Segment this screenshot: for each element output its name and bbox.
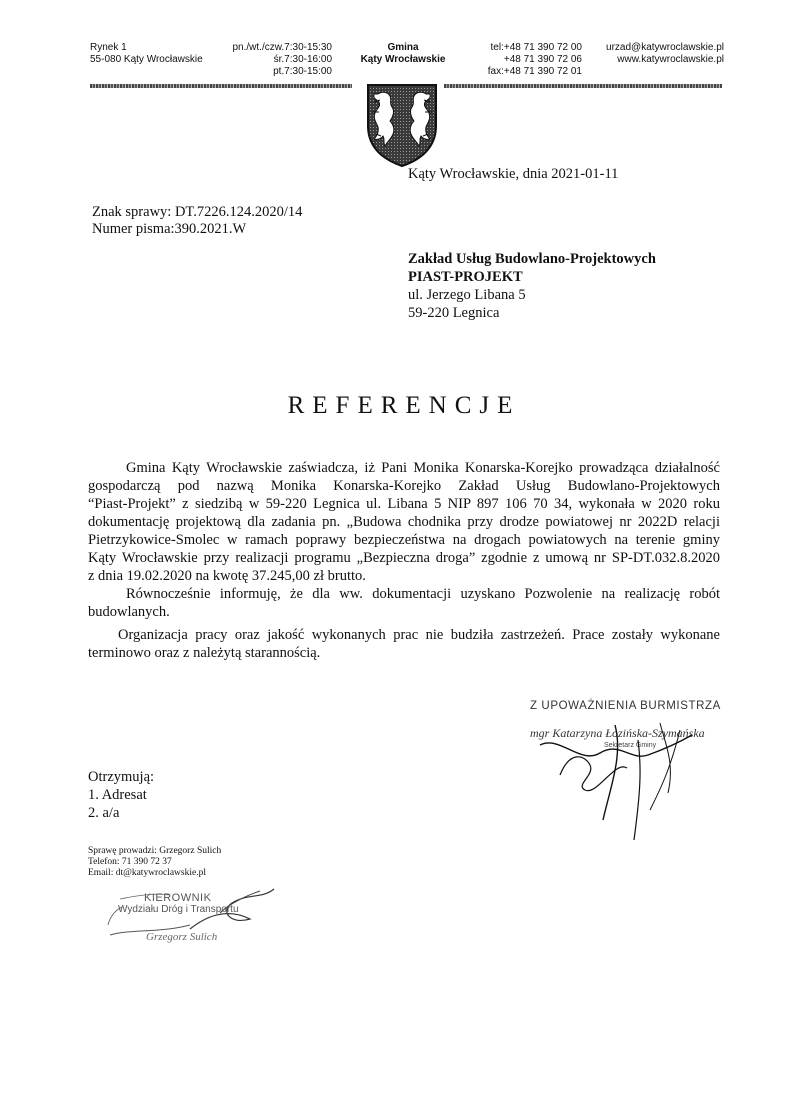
letter-number: Numer pisma:390.2021.W [92, 221, 247, 237]
body-text [88, 459, 720, 662]
place-date: Kąty Wrocławskie, dnia 2021-01-11 [408, 166, 619, 182]
hours-line-2: śr.7:30-16:00 [273, 54, 332, 65]
coat-of-arms-logo [364, 82, 440, 168]
case-contact [88, 846, 221, 879]
stamp-name-line: mgr Katarzyna Łozińska-Szymańska [530, 726, 705, 740]
manager-name: Grzegorz Sulich [146, 931, 218, 943]
office-website: www.katywroclawskie.pl [617, 54, 724, 65]
hours-line-1: pn./wt./czw.7:30-15:30 [232, 42, 332, 53]
office-email: urzad@katywroclawskie.pl [606, 42, 724, 53]
mayor-signature [520, 715, 740, 855]
office-line-2: Kąty Wrocławskie [360, 54, 446, 65]
body-line: z dnia 19.02.2020 na kwotę 37.245,00 zł brutto. [88, 568, 366, 584]
phone-line-3: fax:+48 71 390 72 01 [487, 66, 582, 77]
case-number: Znak sprawy: DT.7226.124.2020/14 [92, 204, 303, 220]
recipient-brand: PIAST-PROJEKT [408, 269, 523, 285]
body-line: gospodarczą pod nazwą Monika Konarska-Korejko Zakład Usług Budowlano-Projektowych [88, 478, 720, 494]
distribution-item: 1. Adresat [88, 787, 147, 803]
recipient-street: ul. Jerzego Libana 5 [408, 287, 526, 303]
body-line: Gmina Kąty Wrocławskie zaświadcza, iż Pani Monika Konarska-Korejko prowadząca działalność [126, 460, 720, 476]
body-line: “Piast-Projekt” z siedzibą w 59-220 Legnica ul. Libana 5 NIP 897 106 70 34, wykonała w 2020 roku [88, 496, 720, 512]
body-line: dokumentację projektową dla zadania pn. „Budowa chodnika przy drodze powiatowej nr 2022D relacji [88, 514, 720, 530]
manager-signature [100, 885, 300, 955]
distribution-heading: Otrzymują: [88, 769, 155, 785]
address-line-1: Rynek 1 [90, 42, 127, 53]
body-line: terminowo oraz z należytą starannością. [88, 645, 321, 661]
body-line: Kąty Wrocławskie przy realizacji programu „Bezpieczna droga” zgodnie z umową nr SP-DT.032.8.2020 [88, 550, 720, 566]
body-line: Organizacja pracy oraz jakość wykonanych prac nie budziła zastrzeżeń. Prace zostały wykonane [118, 627, 720, 643]
manager-title: KIEROWNIK [144, 892, 212, 904]
letterhead-office [350, 42, 456, 66]
manager-department: Wydziału Dróg i Transportu [118, 904, 239, 915]
phone-line-2: +48 71 390 72 06 [503, 54, 582, 65]
document-title: REFERENCJE [287, 392, 521, 419]
letterhead-address [90, 42, 203, 66]
contact-handler: Sprawę prowadzi: Grzegorz Sulich [88, 846, 222, 856]
phone-line-1: tel:+48 71 390 72 00 [490, 42, 582, 53]
office-line-1: Gmina [387, 42, 419, 53]
recipient-company: Zakład Usług Budowlano-Projektowych [408, 251, 656, 267]
letterhead-divider-right [444, 84, 722, 88]
recipient-address [408, 250, 656, 322]
address-line-2: 55-080 Kąty Wrocławskie [90, 54, 203, 65]
distribution-item: 2. a/a [88, 805, 120, 821]
body-line: Pietrzykowice-Smolec w ramach poprawy bezpieczeństwa na drogach powiatowych na terenie gminy [88, 532, 720, 548]
letterhead-hours [228, 42, 332, 78]
hours-line-3: pt.7:30-15:00 [273, 66, 332, 77]
contact-phone: Telefon: 71 390 72 37 [88, 857, 172, 867]
letterhead-divider-left [90, 84, 352, 88]
letterhead-phones [470, 42, 582, 78]
distribution-list [88, 768, 154, 822]
body-line: budowlanych. [88, 604, 170, 620]
body-line: Równocześnie informuję, że dla ww. dokumentacji uzyskano Pozwolenie na realizację robót [126, 586, 720, 602]
letterhead-contact [590, 42, 724, 66]
stamp-authorization-line: Z UPOWAŻNIENIA BURMISTRZA [530, 700, 721, 712]
contact-email: Email: dt@katywroclawskie.pl [88, 868, 206, 878]
stamp-title-line: Sekretarz Gminy [604, 742, 657, 749]
recipient-city: 59-220 Legnica [408, 305, 500, 321]
